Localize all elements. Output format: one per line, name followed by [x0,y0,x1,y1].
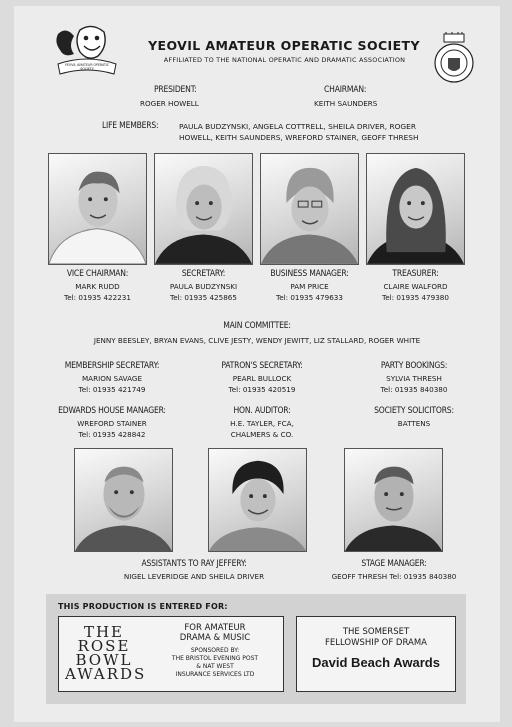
membership-secretary-info [42,361,182,394]
secretary-info [144,269,263,302]
photo-assistant-1 [74,448,173,552]
membership-secretary-tel: Tel: 01935 421749 [78,385,146,394]
somerset-details [297,627,455,670]
hon-auditor-name: H.E. TAYLER, FCA, [230,419,294,428]
page-subtitle: AFFILIATED TO THE NATIONAL OPERATIC AND DRAMATIC ASSOCIATION [163,56,406,64]
treasurer-info [356,269,475,302]
society-solicitors-info [344,406,484,428]
assistants-name: NIGEL LEVERIDGE AND SHEILA DRIVER [123,572,265,581]
edwards-house-manager-info [42,406,182,439]
rose-bowl-l4: AWARDS [65,665,147,683]
president-role: PRESIDENT: [154,85,197,95]
rose-bowl-s3: & NAT WEST [196,663,234,670]
rose-bowl-box [58,616,284,692]
business-manager-role: BUSINESS MANAGER: [270,269,349,279]
stage-manager-info [324,559,464,581]
secretary-tel: Tel: 01935 425865 [170,293,237,302]
society-solicitors-role: SOCIETY SOLICITORS: [374,406,454,416]
rose-bowl-s2: THE BRISTOL EVENING POST [171,655,259,662]
hon-auditor-info [192,406,332,439]
patrons-secretary-tel: Tel: 01935 420519 [228,385,296,394]
photo-treasurer [366,153,465,265]
life-members-line1: PAULA BUDZYNSKI, ANGELA COTTRELL, SHEILA DRIVER, ROGER [179,122,416,131]
somerset-l3: David Beach Awards [312,655,440,670]
treasurer-name: CLAIRE WALFORD [383,282,448,291]
photo-vice-chairman [48,153,147,265]
rose-bowl-details [149,623,281,679]
stage-manager-role: STAGE MANAGER: [361,559,427,569]
stage-manager-name: GEOFF THRESH Tel: 01935 840380 [331,572,457,581]
main-committee-role: MAIN COMMITTEE: [223,321,291,331]
hon-auditor-firm: CHALMERS & CO. [230,430,294,439]
chairman-role: CHAIRMAN: [324,85,367,95]
programme-page [14,6,500,722]
rose-bowl-s4: INSURANCE SERVICES LTD [175,671,255,678]
photo-assistant-2 [208,448,307,552]
patrons-secretary-info [192,361,332,394]
rose-bowl-l2: ROSE [77,637,131,655]
treasurer-role: TREASURER: [392,269,439,279]
photo-stage-manager [344,448,443,552]
awards-footer [46,594,466,704]
party-bookings-role: PARTY BOOKINGS: [380,361,448,371]
rose-bowl-l3: BOWL [75,651,133,669]
main-committee-names: JENNY BEESLEY, BRYAN EVANS, CLIVE JESTY, WENDY JEWITT, LIZ STALLARD, ROGER WHITE [93,336,421,345]
life-members-line2: HOWELL, KEITH SAUNDERS, WREFORD STAINER, GEOFF THRESH [179,133,419,142]
rose-bowl-l1: THE [83,623,125,641]
assistants-role: ASSISTANTS TO RAY JEFFERY: [141,559,247,569]
somerset-l2: FELLOWSHIP OF DRAMA [325,638,427,648]
society-solicitors-name: BATTENS [397,419,431,428]
rose-bowl-s1: SPONSORED BY: [190,647,240,654]
edwards-house-manager-tel: Tel: 01935 428842 [78,430,146,439]
chairman-name: KEITH SAUNDERS [314,99,378,108]
secretary-name: PAULA BUDZYNSKI [169,282,238,291]
membership-secretary-name: MARION SAVAGE [81,374,143,383]
edwards-house-manager-name: WREFORD STAINER [77,419,147,428]
membership-secretary-role: MEMBERSHIP SECRETARY: [64,361,160,371]
life-members-role: LIFE MEMBERS: [102,121,159,131]
photo-business-manager [260,153,359,265]
business-manager-info [250,269,369,302]
patrons-secretary-name: PEARL BULLOCK [232,374,292,383]
page-title: YEOVIL AMATEUR OPERATIC SOCIETY [148,38,420,53]
secretary-role: SECRETARY: [181,269,226,279]
awards-heading: THIS PRODUCTION IS ENTERED FOR: [58,602,228,611]
vice-chairman-tel: Tel: 01935 422231 [64,293,131,302]
party-bookings-info [344,361,484,394]
crest-icon [432,32,476,84]
treasurer-tel: Tel: 01935 479380 [382,293,449,302]
vice-chairman-name: MARK RUDD [75,282,120,291]
patrons-secretary-role: PATRON'S SECRETARY: [221,361,303,371]
party-bookings-name: SYLVIA THRESH [386,374,442,383]
vice-chairman-info [38,269,157,302]
society-logo [52,24,122,84]
business-manager-tel: Tel: 01935 479633 [276,293,343,302]
party-bookings-tel: Tel: 01935 840380 [380,385,448,394]
hon-auditor-role: HON. AUDITOR: [233,406,291,416]
rose-bowl-desc2: DRAMA & MUSIC [179,633,251,643]
rose-bowl-desc1: FOR AMATEUR [184,623,246,633]
president-name: ROGER HOWELL [140,99,199,108]
business-manager-name: PAM PRICE [290,282,329,291]
somerset-l1: THE SOMERSET [342,627,410,637]
rose-bowl-logo [65,623,147,683]
vice-chairman-role: VICE CHAIRMAN: [66,269,129,279]
edwards-house-manager-role: EDWARDS HOUSE MANAGER: [58,406,166,416]
assistants-info [74,559,314,581]
photo-secretary [154,153,253,265]
logo-caption: YEOVIL AMATEUR OPERATIC SOCIETY [64,63,110,71]
somerset-box [296,616,456,692]
